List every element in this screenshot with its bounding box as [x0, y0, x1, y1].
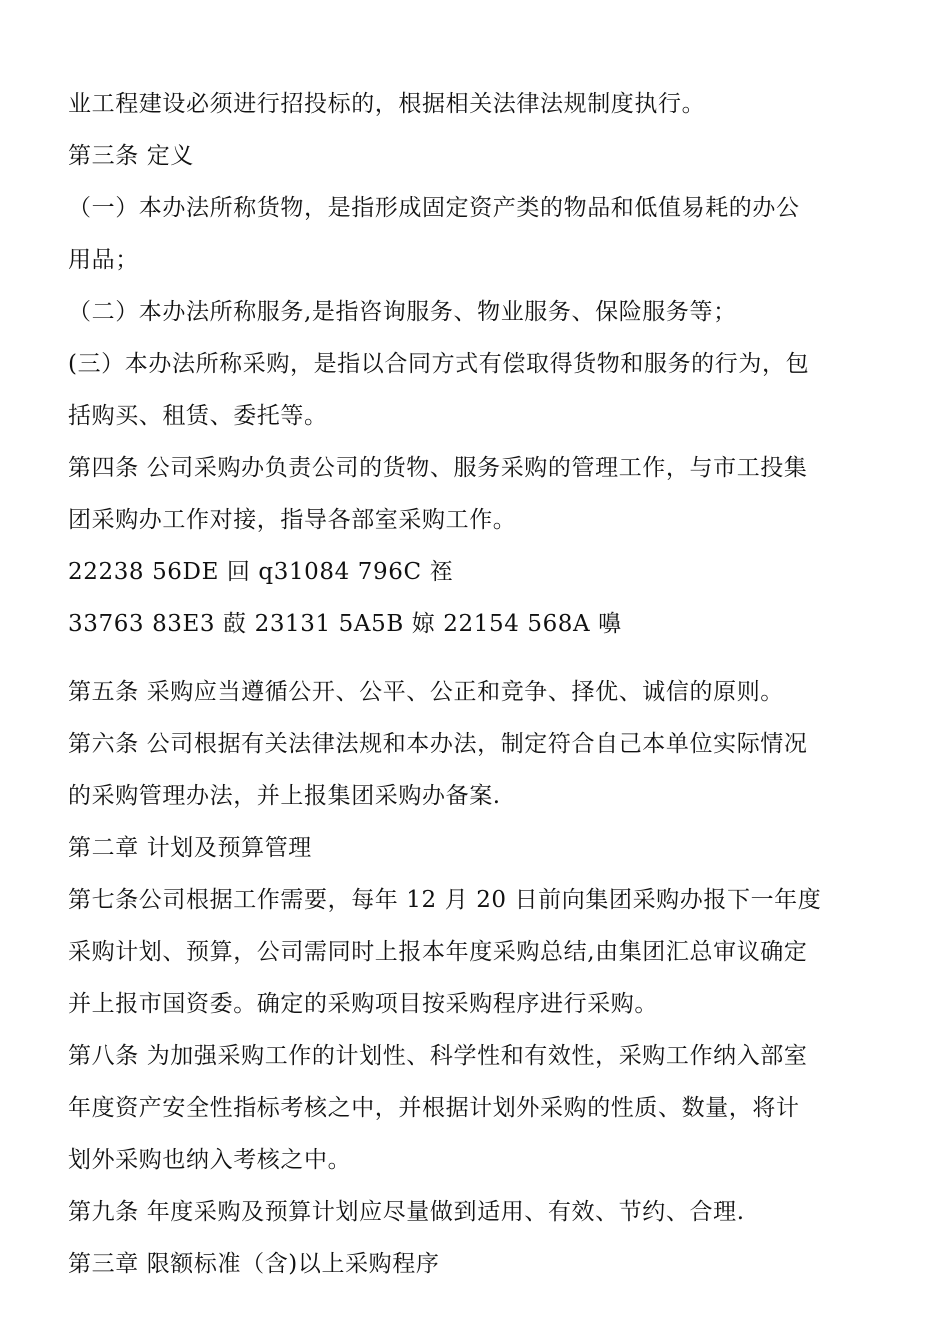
text-line: 用品；: [68, 247, 139, 273]
text-line: 括购买、租赁、委托等。: [68, 403, 328, 429]
document-body: [68, 78, 880, 1290]
text-line: 的采购管理办法，并上报集团采购办备案.: [68, 783, 501, 809]
text-line: （一）本办法所称货物，是指形成固定资产类的物品和低值易耗的办公: [68, 195, 800, 221]
article-heading: 第三条 定义: [68, 143, 194, 169]
code-line: 33763 83E3 菣 23131 5A5B 婛 22154 568A 嚊: [68, 611, 622, 637]
text-line: 第五条 采购应当遵循公开、公平、公正和竞争、择优、诚信的原则。: [68, 679, 784, 705]
text-line: 采购计划、预算，公司需同时上报本年度采购总结,由集团汇总审议确定: [68, 939, 808, 965]
text-line: 并上报市国资委。确定的采购项目按采购程序进行采购。: [68, 991, 658, 1017]
text-line: 第六条 公司根据有关法律法规和本办法，制定符合自己本单位实际情况: [68, 731, 808, 757]
text-line: 第七条公司根据工作需要，每年 12 月 20 日前向集团采购办报下一年度: [68, 887, 822, 913]
chapter-heading: 第二章 计划及预算管理: [68, 835, 312, 861]
code-line: 22238 56DE 回 q31084 796C 祬: [68, 559, 454, 585]
text-line: 年度资产安全性指标考核之中，并根据计划外采购的性质、数量，将计: [68, 1095, 800, 1121]
text-line: 第九条 年度采购及预算计划应尽量做到适用、有效、节约、合理.: [68, 1199, 745, 1225]
text-line: (三）本办法所称采购，是指以合同方式有偿取得货物和服务的行为，包: [68, 351, 810, 377]
text-line: 划外采购也纳入考核之中。: [68, 1147, 352, 1173]
text-line: （二）本办法所称服务,是指咨询服务、物业服务、保险服务等；: [68, 299, 737, 325]
spacer: [68, 650, 880, 666]
text-line: 第八条 为加强采购工作的计划性、科学性和有效性，采购工作纳入部室: [68, 1043, 808, 1069]
text-line: 团采购办工作对接，指导各部室采购工作。: [68, 507, 517, 533]
chapter-heading: 第三章 限额标准（含)以上采购程序: [68, 1251, 440, 1277]
text-line: 第四条 公司采购办负责公司的货物、服务采购的管理工作，与市工投集: [68, 455, 808, 481]
text-line: 业工程建设必须进行招投标的，根据相关法律法规制度执行。: [68, 91, 706, 117]
